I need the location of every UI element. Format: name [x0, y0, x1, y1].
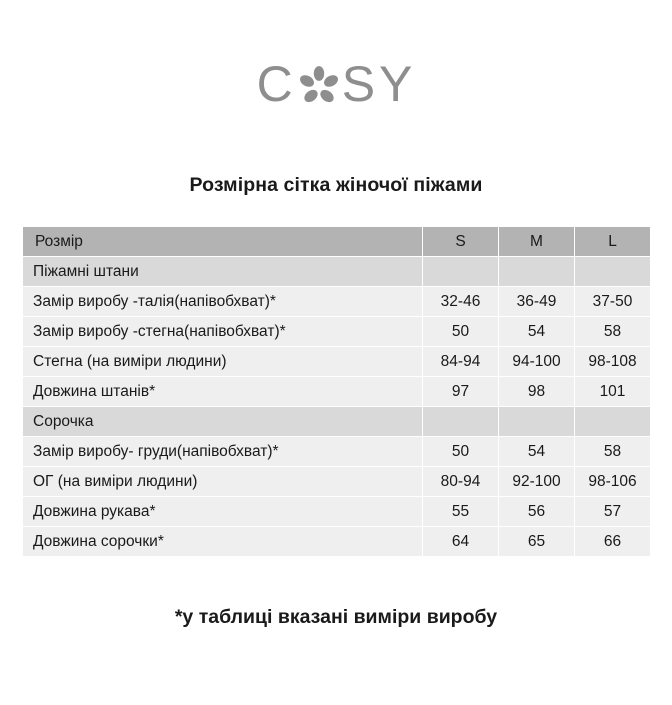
section-spacer-m — [499, 407, 575, 437]
table-section-row — [23, 257, 651, 287]
table-row — [23, 347, 651, 377]
cell-s: 97 — [423, 377, 499, 407]
table-row — [23, 287, 651, 317]
cell-l: 58 — [575, 437, 651, 467]
cell-l: 57 — [575, 497, 651, 527]
section-spacer-s — [423, 257, 499, 287]
cell-m: 54 — [499, 437, 575, 467]
cell-s: 80-94 — [423, 467, 499, 497]
cell-m: 92-100 — [499, 467, 575, 497]
row-label: Довжина сорочки* — [23, 527, 423, 557]
size-table-wrapper — [22, 226, 650, 557]
column-header-m: M — [499, 227, 575, 257]
cell-l: 66 — [575, 527, 651, 557]
cell-l: 37-50 — [575, 287, 651, 317]
cell-m: 56 — [499, 497, 575, 527]
column-header-size: Розмір — [23, 227, 423, 257]
brand-logo — [0, 54, 672, 114]
section-label: Сорочка — [23, 407, 423, 437]
cell-m: 98 — [499, 377, 575, 407]
table-row — [23, 317, 651, 347]
logo-letter-s: S — [341, 56, 379, 112]
section-spacer-s — [423, 407, 499, 437]
size-table — [22, 226, 651, 557]
cell-l: 101 — [575, 377, 651, 407]
row-label: Довжина штанів* — [23, 377, 423, 407]
logo-letter-c: C — [256, 56, 296, 112]
row-label: Замір виробу -талія(напівобхват)* — [23, 287, 423, 317]
cell-s: 32-46 — [423, 287, 499, 317]
column-header-s: S — [423, 227, 499, 257]
logo-mark — [256, 56, 416, 112]
section-spacer-m — [499, 257, 575, 287]
cell-s: 64 — [423, 527, 499, 557]
cell-l: 98-108 — [575, 347, 651, 377]
cell-l: 98-106 — [575, 467, 651, 497]
cell-m: 65 — [499, 527, 575, 557]
row-label: Замір виробу -стегна(напівобхват)* — [23, 317, 423, 347]
cell-s: 50 — [423, 437, 499, 467]
cell-s: 55 — [423, 497, 499, 527]
cell-m: 54 — [499, 317, 575, 347]
cell-s: 84-94 — [423, 347, 499, 377]
flower-icon — [297, 64, 341, 108]
cell-l: 58 — [575, 317, 651, 347]
footnote-text: *у таблиці вказані виміри виробу — [174, 606, 498, 628]
table-row — [23, 377, 651, 407]
table-row — [23, 527, 651, 557]
table-section-row — [23, 407, 651, 437]
row-label: Стегна (на виміри людини) — [23, 347, 423, 377]
row-label: Довжина рукава* — [23, 497, 423, 527]
section-label: Піжамні штани — [23, 257, 423, 287]
column-header-l: L — [575, 227, 651, 257]
row-label: Замір виробу- груди(напівобхват)* — [23, 437, 423, 467]
cell-s: 50 — [423, 317, 499, 347]
table-row — [23, 497, 651, 527]
table-row — [23, 437, 651, 467]
table-row — [23, 467, 651, 497]
section-spacer-l — [575, 407, 651, 437]
cell-m: 94-100 — [499, 347, 575, 377]
section-spacer-l — [575, 257, 651, 287]
cell-m: 36-49 — [499, 287, 575, 317]
page-title: Розмірна сітка жіночої піжами — [189, 174, 483, 196]
row-label: ОГ (на виміри людини) — [23, 467, 423, 497]
table-header-row — [23, 227, 651, 257]
logo-letter-y: Y — [379, 56, 416, 112]
